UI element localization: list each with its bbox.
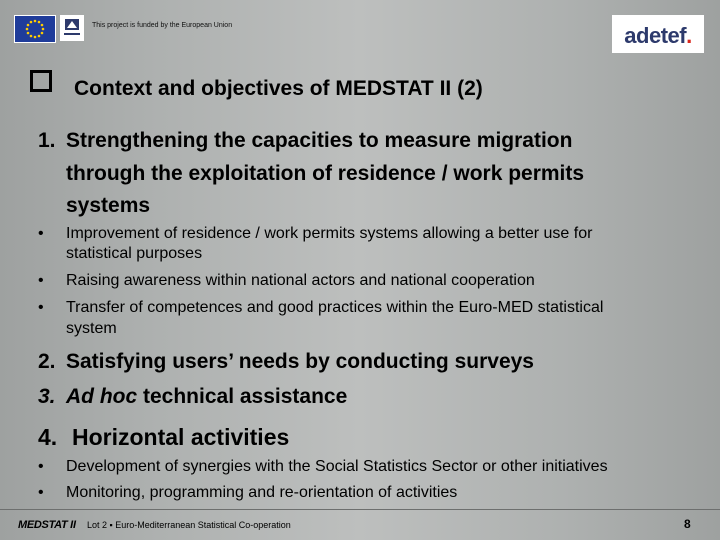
bullet-text: Development of synergies with the Social Statistics Sector or other initiatives <box>66 458 608 475</box>
item-heading: Horizontal activities <box>72 424 290 450</box>
slide-title: Context and objectives of MEDSTAT II (2) <box>74 77 483 100</box>
item-heading: Ad hoc technical assistance <box>66 385 348 408</box>
bullet-icon: • <box>38 458 44 475</box>
footer-subtitle: Lot 2 ▪ Euro-Mediterranean Statistical Co-operation <box>87 520 291 530</box>
bullet-text: Transfer of competences and good practices within the Euro-MED statistical <box>66 299 604 316</box>
bullet-icon: • <box>38 225 44 242</box>
bullet-icon: • <box>38 484 44 501</box>
funding-notice: This project is funded by the European Union <box>92 22 233 29</box>
eu-flag-icon <box>14 15 56 43</box>
page-number: 8 <box>684 517 691 531</box>
medstat-logo-icon <box>60 15 84 41</box>
bullet-text: system <box>66 320 117 337</box>
item-number: 4. <box>38 424 58 450</box>
bullet-text: Improvement of residence / work permits systems allowing a better use for <box>66 225 593 242</box>
footer-divider <box>0 509 720 510</box>
bullet-text: Raising awareness within national actors and national cooperation <box>66 272 535 289</box>
bullet-text: Monitoring, programming and re-orientation of activities <box>66 484 458 501</box>
checkbox-icon <box>30 70 52 92</box>
item-number: 3. <box>38 385 56 408</box>
bullet-icon: • <box>38 299 44 316</box>
item-number: 2. <box>38 350 56 373</box>
item-number: 1. <box>38 129 56 152</box>
item-heading-line: systems <box>66 194 151 217</box>
adetef-logo-text: adetef. <box>624 23 692 48</box>
item-heading-line: Strengthening the capacities to measure migration <box>66 129 573 152</box>
footer-logo: MEDSTAT II <box>18 519 76 531</box>
adetef-logo <box>612 15 704 53</box>
item-heading-line: through the exploitation of residence / work permits <box>66 162 585 185</box>
bullet-icon: • <box>38 272 44 289</box>
item-heading: Satisfying users’ needs by conducting surveys <box>66 350 534 373</box>
bullet-text: statistical purposes <box>66 245 203 262</box>
